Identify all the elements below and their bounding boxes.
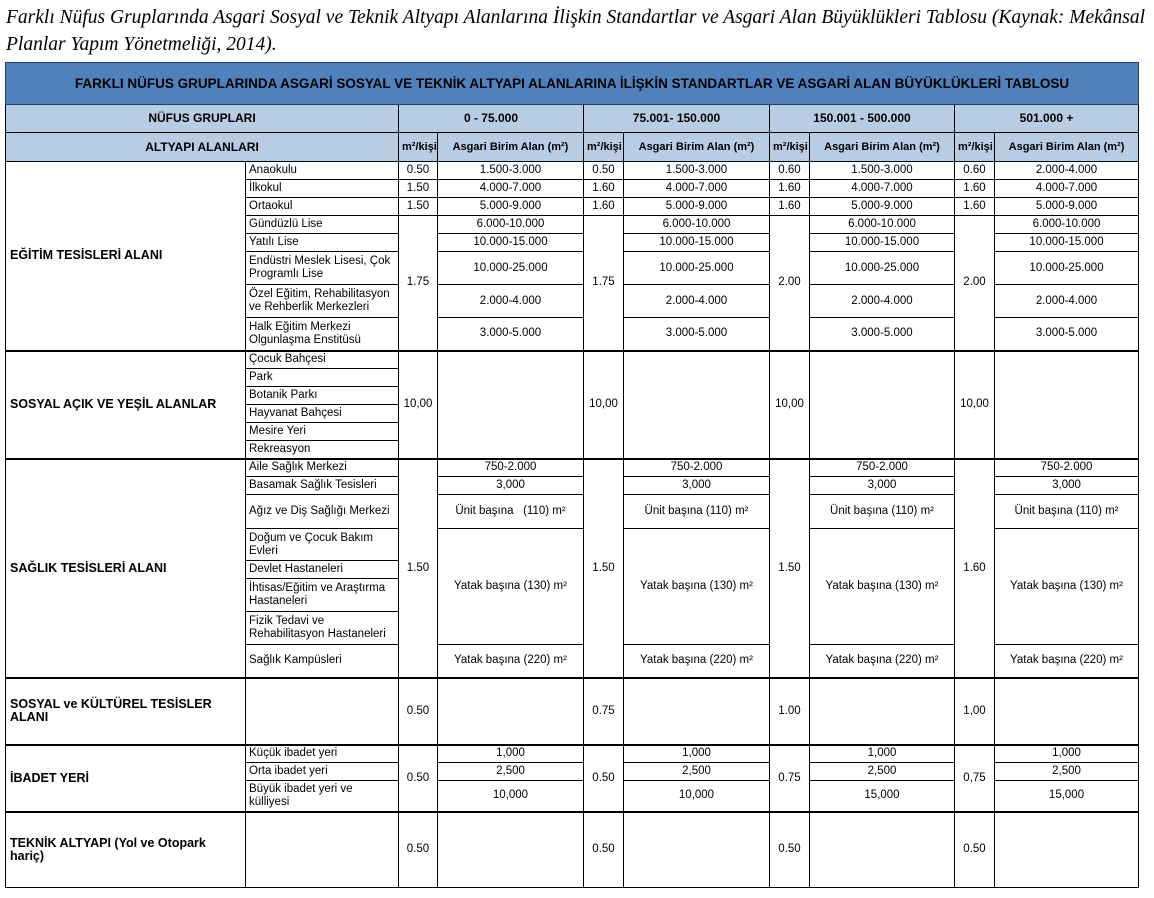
area-value: 10.000-25.000 bbox=[438, 252, 584, 285]
area-value: Yatak başına (130) m² bbox=[995, 529, 1139, 645]
area-value: 4.000-7.000 bbox=[995, 180, 1139, 198]
area-value: 3.000-5.000 bbox=[995, 318, 1139, 351]
m2-value: 0.50 bbox=[399, 162, 438, 180]
subcategory: Çocuk Bahçesi bbox=[246, 351, 399, 369]
group-header: 0 - 75.000 bbox=[399, 105, 584, 133]
area-value: 3,000 bbox=[810, 477, 955, 495]
subcategory: Doğum ve Çocuk Bakım Evleri bbox=[246, 529, 399, 561]
area-value: 10,000 bbox=[624, 781, 770, 812]
area-value: Yatak başına (220) m² bbox=[438, 645, 584, 678]
area-value: Ünit başına (110) m² bbox=[438, 495, 584, 529]
col-area: Asgari Birim Alan (m²) bbox=[438, 133, 584, 162]
subcategory: Park bbox=[246, 369, 399, 387]
m2-value: 1.50 bbox=[770, 459, 810, 678]
group-header: 501.000 + bbox=[955, 105, 1139, 133]
m2-value: 0.50 bbox=[955, 812, 995, 888]
area-value: 15,000 bbox=[995, 781, 1139, 812]
group-header: 75.001- 150.000 bbox=[584, 105, 770, 133]
area-value: 5.000-9.000 bbox=[995, 198, 1139, 216]
subcategory-empty bbox=[246, 812, 399, 888]
subcategory: Küçük ibadet yeri bbox=[246, 745, 399, 763]
subcategory: İlkokul bbox=[246, 180, 399, 198]
m2-value: 1.60 bbox=[584, 198, 624, 216]
subcategory: Yatılı Lise bbox=[246, 234, 399, 252]
area-value: 2,500 bbox=[624, 763, 770, 781]
category-egitim: EĞİTİM TESİSLERİ ALANI bbox=[6, 162, 246, 351]
area-value: Yatak başına (130) m² bbox=[438, 529, 584, 645]
area-value: 1,000 bbox=[438, 745, 584, 763]
subcategory: Basamak Sağlık Tesisleri bbox=[246, 477, 399, 495]
subcategory: Fizik Tedavi ve Rehabilitasyon Hastaneleri bbox=[246, 612, 399, 645]
col-area: Asgari Birim Alan (m²) bbox=[624, 133, 770, 162]
area-value: 5.000-9.000 bbox=[438, 198, 584, 216]
m2-value: 10,00 bbox=[955, 351, 995, 459]
subcategory: Endüstri Meslek Lisesi, Çok Programlı Lise bbox=[246, 252, 399, 285]
area-value: 4.000-7.000 bbox=[624, 180, 770, 198]
m2-value: 0.50 bbox=[399, 745, 438, 812]
area-value: Yatak başına (220) m² bbox=[810, 645, 955, 678]
area-value: Yatak başına (220) m² bbox=[995, 645, 1139, 678]
m2-value: 1.75 bbox=[399, 216, 438, 351]
area-empty bbox=[624, 812, 770, 888]
nufus-label: NÜFUS GRUPLARI bbox=[6, 105, 399, 133]
area-value: 2.000-4.000 bbox=[624, 285, 770, 318]
col-m2: m²/kişi bbox=[584, 133, 624, 162]
subcategory: Hayvanat Bahçesi bbox=[246, 405, 399, 423]
m2-value: 0.50 bbox=[584, 162, 624, 180]
area-empty bbox=[438, 678, 584, 745]
area-value: 3.000-5.000 bbox=[810, 318, 955, 351]
m2-value: 10,00 bbox=[770, 351, 810, 459]
area-value: 10.000-15.000 bbox=[810, 234, 955, 252]
category-yesil: SOSYAL AÇIK VE YEŞİL ALANLAR bbox=[6, 351, 246, 459]
area-value: Yatak başına (220) m² bbox=[624, 645, 770, 678]
area-value: 10.000-15.000 bbox=[624, 234, 770, 252]
subcategory: Ortaokul bbox=[246, 198, 399, 216]
area-empty bbox=[995, 812, 1139, 888]
m2-value: 0.50 bbox=[584, 745, 624, 812]
area-value: 10.000-25.000 bbox=[810, 252, 955, 285]
area-empty bbox=[995, 678, 1139, 745]
subcategory-empty bbox=[246, 678, 399, 745]
col-m2: m²/kişi bbox=[955, 133, 995, 162]
area-empty bbox=[810, 678, 955, 745]
m2-value: 0.50 bbox=[770, 812, 810, 888]
area-value: 1,000 bbox=[624, 745, 770, 763]
area-value: 5.000-9.000 bbox=[624, 198, 770, 216]
m2-value: 1.00 bbox=[770, 678, 810, 745]
m2-value: 1,00 bbox=[955, 678, 995, 745]
area-value: 2.000-4.000 bbox=[995, 285, 1139, 318]
area-value: Yatak başına (130) m² bbox=[624, 529, 770, 645]
area-value: Ünit başına (110) m² bbox=[810, 495, 955, 529]
subcategory: Halk Eğitim Merkezi Olgunlaşma Enstitüsü bbox=[246, 318, 399, 351]
col-area: Asgari Birim Alan (m²) bbox=[995, 133, 1139, 162]
area-value: 1.500-3.000 bbox=[810, 162, 955, 180]
m2-value: 1.60 bbox=[770, 180, 810, 198]
subcategory: Aile Sağlık Merkezi bbox=[246, 459, 399, 477]
category-ibadet: İBADET YERİ bbox=[6, 745, 246, 812]
m2-value: 10,00 bbox=[584, 351, 624, 459]
area-value: Yatak başına (130) m² bbox=[810, 529, 955, 645]
area-empty bbox=[810, 351, 955, 459]
area-empty bbox=[624, 678, 770, 745]
area-value: 1.500-3.000 bbox=[624, 162, 770, 180]
subcategory: Mesire Yeri bbox=[246, 423, 399, 441]
subcategory: Orta ibadet yeri bbox=[246, 763, 399, 781]
area-value: 2.000-4.000 bbox=[995, 162, 1139, 180]
area-empty bbox=[624, 351, 770, 459]
area-value: 2,500 bbox=[438, 763, 584, 781]
area-value: 2.000-4.000 bbox=[438, 285, 584, 318]
category-kultur: SOSYAL ve KÜLTÜREL TESİSLER ALANI bbox=[6, 678, 246, 745]
subcategory: Anaokulu bbox=[246, 162, 399, 180]
m2-value: 0.60 bbox=[770, 162, 810, 180]
subcategory: Botanik Parkı bbox=[246, 387, 399, 405]
m2-value: 1.60 bbox=[955, 198, 995, 216]
m2-value: 0.50 bbox=[584, 812, 624, 888]
col-area: Asgari Birim Alan (m²) bbox=[810, 133, 955, 162]
area-value: 10,000 bbox=[438, 781, 584, 812]
area-value: 10.000-15.000 bbox=[438, 234, 584, 252]
col-m2: m²/kişi bbox=[399, 133, 438, 162]
m2-value: 2.00 bbox=[770, 216, 810, 351]
m2-value: 1.50 bbox=[399, 459, 438, 678]
m2-value: 2.00 bbox=[955, 216, 995, 351]
area-value: 750-2.000 bbox=[995, 459, 1139, 477]
subcategory: Devlet Hastaneleri bbox=[246, 561, 399, 579]
area-value: 6.000-10.000 bbox=[438, 216, 584, 234]
standards-table bbox=[5, 62, 1139, 888]
group-header: 150.001 - 500.000 bbox=[770, 105, 955, 133]
m2-value: 1.60 bbox=[584, 180, 624, 198]
subcategory: Büyük ibadet yeri ve külliyesi bbox=[246, 781, 399, 812]
area-value: 10.000-25.000 bbox=[624, 252, 770, 285]
area-value: 3,000 bbox=[438, 477, 584, 495]
area-value: 4.000-7.000 bbox=[810, 180, 955, 198]
m2-value: 10,00 bbox=[399, 351, 438, 459]
area-value: 3,000 bbox=[624, 477, 770, 495]
area-value: 1,000 bbox=[995, 745, 1139, 763]
m2-value: 1.50 bbox=[584, 459, 624, 678]
area-value: 6.000-10.000 bbox=[995, 216, 1139, 234]
col-m2: m²/kişi bbox=[770, 133, 810, 162]
m2-value: 1.60 bbox=[955, 459, 995, 678]
area-value: 2,500 bbox=[810, 763, 955, 781]
area-value: 750-2.000 bbox=[810, 459, 955, 477]
area-value: Ünit başına (110) m² bbox=[995, 495, 1139, 529]
m2-value: 0.60 bbox=[955, 162, 995, 180]
area-empty bbox=[995, 351, 1139, 459]
m2-value: 1.75 bbox=[584, 216, 624, 351]
area-value: 15,000 bbox=[810, 781, 955, 812]
area-value: 6.000-10.000 bbox=[624, 216, 770, 234]
subcategory: İhtisas/Eğitim ve Araştırma Hastaneleri bbox=[246, 579, 399, 612]
area-value: 3.000-5.000 bbox=[624, 318, 770, 351]
table-caption: Farklı Nüfus Gruplarında Asgari Sosyal ve Teknik Altyapı Alanlarına İlişkin Standartlar ve Asgari Alan Büyüklükleri Tablosu (Kaynak: Mekânsal Planlar Yapım Yönetmeliği, 2014). bbox=[6, 7, 1146, 55]
area-value: 10.000-25.000 bbox=[995, 252, 1139, 285]
m2-value: 0.50 bbox=[399, 678, 438, 745]
subcategory: Sağlık Kampüsleri bbox=[246, 645, 399, 678]
area-value: 750-2.000 bbox=[624, 459, 770, 477]
m2-value: 0.50 bbox=[399, 812, 438, 888]
subcategory: Rekreasyon bbox=[246, 441, 399, 459]
table-title: FARKLI NÜFUS GRUPLARINDA ASGARİ SOSYAL VE TEKNİK ALTYAPI ALANLARINA İLİŞKİN STANDARTLAR VE ASGARİ ALAN BÜYÜKLÜKLERİ TABLOSU bbox=[6, 63, 1139, 105]
subcategory: Ağız ve Diş Sağlığı Merkezi bbox=[246, 495, 399, 529]
area-value: 6.000-10.000 bbox=[810, 216, 955, 234]
m2-value: 0.75 bbox=[584, 678, 624, 745]
area-value: 2.000-4.000 bbox=[810, 285, 955, 318]
subcategory: Gündüzlü Lise bbox=[246, 216, 399, 234]
m2-value: 1.50 bbox=[399, 180, 438, 198]
altyapi-label: ALTYAPI ALANLARI bbox=[6, 133, 399, 162]
m2-value: 0,75 bbox=[955, 745, 995, 812]
m2-value: 1.50 bbox=[399, 198, 438, 216]
area-value: 3,000 bbox=[995, 477, 1139, 495]
area-empty bbox=[438, 351, 584, 459]
area-value: Ünit başına (110) m² bbox=[624, 495, 770, 529]
area-value: 2,500 bbox=[995, 763, 1139, 781]
area-value: 3.000-5.000 bbox=[438, 318, 584, 351]
area-value: 4.000-7.000 bbox=[438, 180, 584, 198]
m2-value: 0.75 bbox=[770, 745, 810, 812]
area-value: 1.500-3.000 bbox=[438, 162, 584, 180]
subcategory: Özel Eğitim, Rehabilitasyon ve Rehberlik Merkezleri bbox=[246, 285, 399, 318]
category-teknik: TEKNİK ALTYAPI (Yol ve Otopark hariç) bbox=[6, 812, 246, 888]
category-saglik: SAĞLIK TESİSLERİ ALANI bbox=[6, 459, 246, 678]
m2-value: 1.60 bbox=[955, 180, 995, 198]
area-value: 5.000-9.000 bbox=[810, 198, 955, 216]
area-value: 750-2.000 bbox=[438, 459, 584, 477]
area-value: 10.000-15.000 bbox=[995, 234, 1139, 252]
area-empty bbox=[438, 812, 584, 888]
area-empty bbox=[810, 812, 955, 888]
area-value: 1,000 bbox=[810, 745, 955, 763]
m2-value: 1.60 bbox=[770, 198, 810, 216]
